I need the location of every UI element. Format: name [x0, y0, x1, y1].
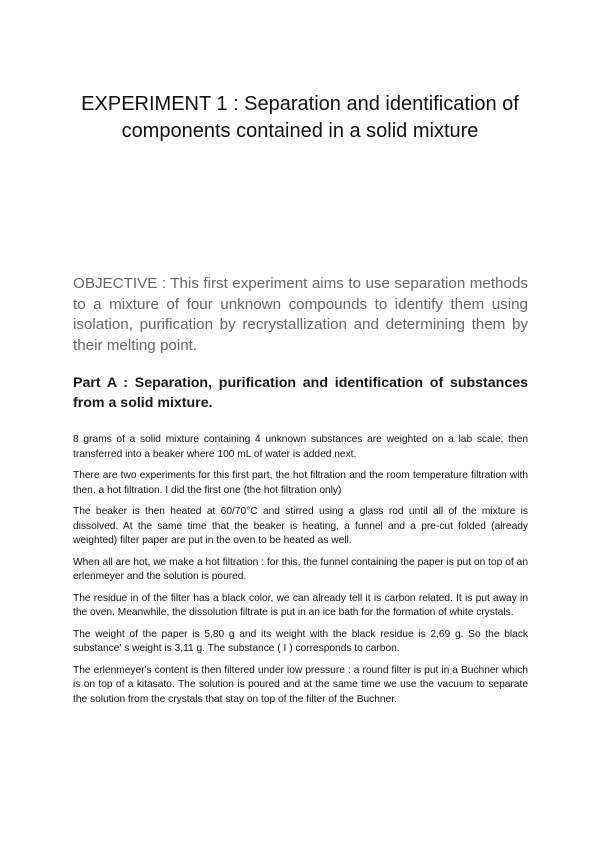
part-a-heading: Part A : Separation, purification and identification of substances from a solid mixture. [73, 375, 528, 411]
procedure-paragraph-buchner: The erlenmeyer's content is then filtered under low pressure : a round filter is put in a Buchner which is on top of a kitasato. The solution is poured and at the same time we use the vacuum to separate the solution from the crystals that stay on top of the filter of the Buchner. [73, 664, 528, 705]
procedure-body [73, 433, 528, 714]
document-title: EXPERIMENT 1 : Separation and identification of components contained in a solid mixture [81, 93, 519, 142]
procedure-paragraph-hot-filtration: When all are hot, we make a hot filtration : for this, the funnel containing the paper is put on top of an erlenmeyer and the solution is poured. [73, 556, 528, 582]
procedure-paragraph-heating: The beaker is then heated at 60/70°C and stirred using a glass rod until all of the mixture is dissolved. At the same time that the beaker is heating, a funnel and a pre-cut folded (already weighted) filter paper are put in the oven to be heated as well. [73, 506, 528, 546]
procedure-paragraph-weights: The weight of the paper is 5,80 g and its weight with the black residue is 2,69 g. So the black substance' s weight is 3,11 g. The substance ( I ) corresponds to carbon. [73, 628, 528, 654]
procedure-paragraph-experiments: There are two experiments for this first part, the hot filtration and the room temperature filtration with then, a hot filtration. I did the first one (the hot filtration only) [73, 470, 528, 496]
procedure-paragraph-residue: The residue in of the filter has a black color, we can already tell it is carbon related. It is put away in the oven. Meanwhile, the dissolution filtrate is put in an ice bath for the formation of white crystals. [73, 592, 528, 618]
objective-paragraph: OBJECTIVE : This first experiment aims to use separation methods to a mixture of four unknown compounds to identify them using isolation, purification by recrystallization and determining them by their melting point. [73, 275, 528, 354]
procedure-paragraph-weighing: 8 grams of a solid mixture containing 4 unknown substances are weighted on a lab scale, then transferred into a beaker where 100 mL of water is added next. [73, 434, 528, 460]
